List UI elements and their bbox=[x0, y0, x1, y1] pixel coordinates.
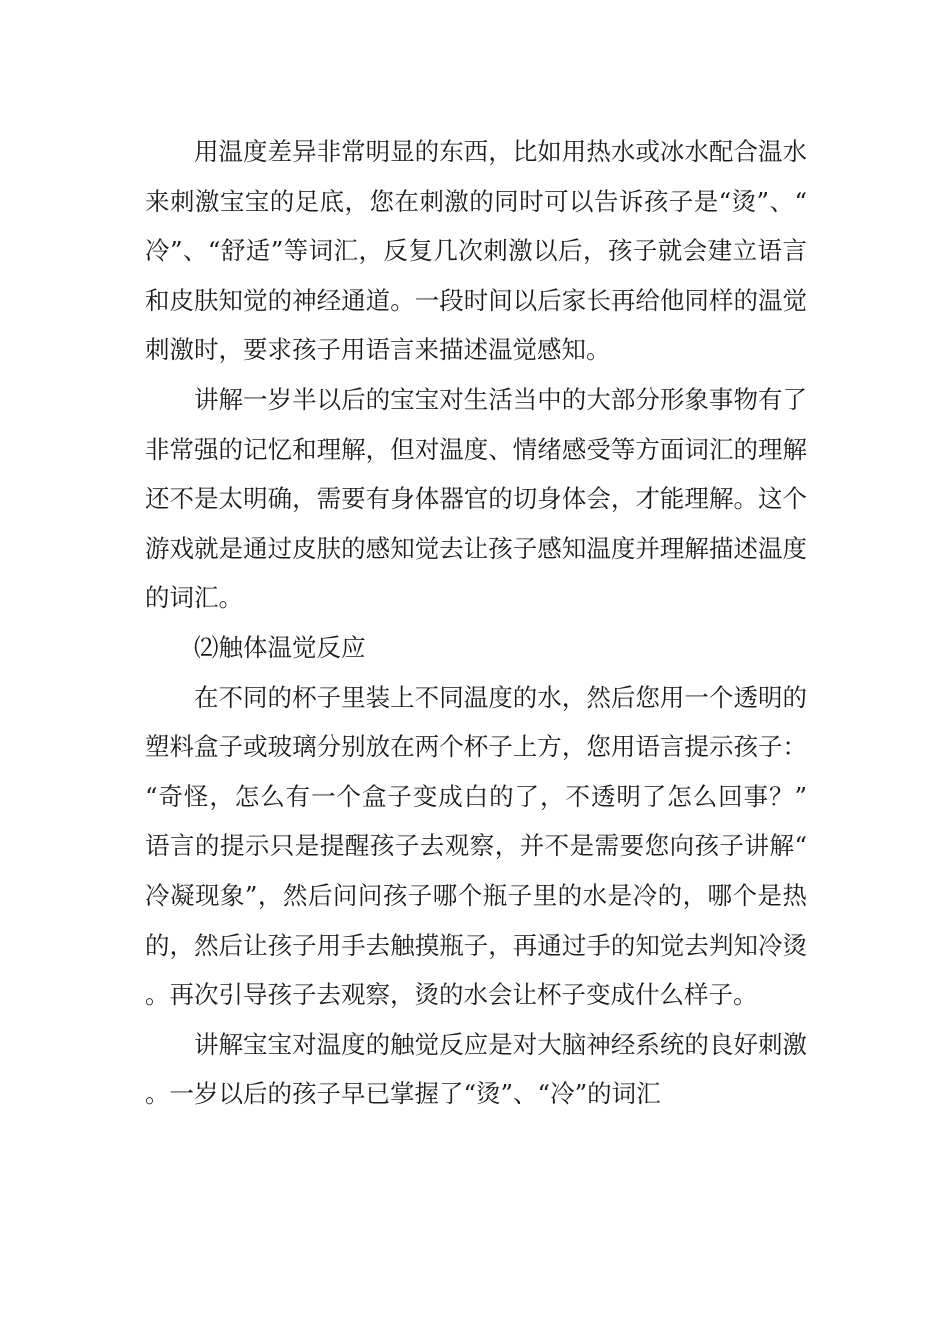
paragraph-explanation-1: 讲解一岁半以后的宝宝对生活当中的大部分形象事物有了非常强的记忆和理解，但对温度、情绪感受等方面词汇的理解还不是太明确，需要有身体器官的切身体会，才能理解。这个游戏就是通过皮肤的感知觉去让孩子感知温度并理解描述温度的词汇。 bbox=[145, 384, 807, 613]
paragraph-explanation-2: 讲解宝宝对温度的触觉反应是对大脑神经系统的良好刺激。一岁以后的孩子早已掌握了“烫”、“冷”的词汇 bbox=[145, 1029, 807, 1109]
paragraph-temperature-stimulation: 用温度差异非常明显的东西，比如用热水或冰水配合温水来刺激宝宝的足底，您在刺激的同时可以告诉孩子是“烫”、“冷”、“舒适”等词汇，反复几次刺激以后，孩子就会建立语言和皮肤知觉的神经通道。一段时间以后家长再给他同样的温觉刺激时，要求孩子用语言来描述温觉感知。 bbox=[145, 137, 807, 365]
paragraph-cup-experiment: 在不同的杯子里装上不同温度的水，然后您用一个透明的塑料盒子或玻璃分别放在两个杯子上方，您用语言提示孩子：“奇怪，怎么有一个盒子变成白的了，不透明了怎么回事？”语言的提示只是提醒孩子去观察，并不是需要您向孩子讲解“冷凝现象”，然后问问孩子哪个瓶子里的水是冷的，哪个是热的，然后让孩子用手去触摸瓶子，再通过手的知觉去判知冷烫。再次引导孩子去观察，烫的水会让杯子变成什么样子。 bbox=[145, 682, 807, 1010]
document-body bbox=[145, 127, 807, 1119]
section-heading-touch-temperature: ⑵触体温觉反应 bbox=[194, 632, 366, 662]
